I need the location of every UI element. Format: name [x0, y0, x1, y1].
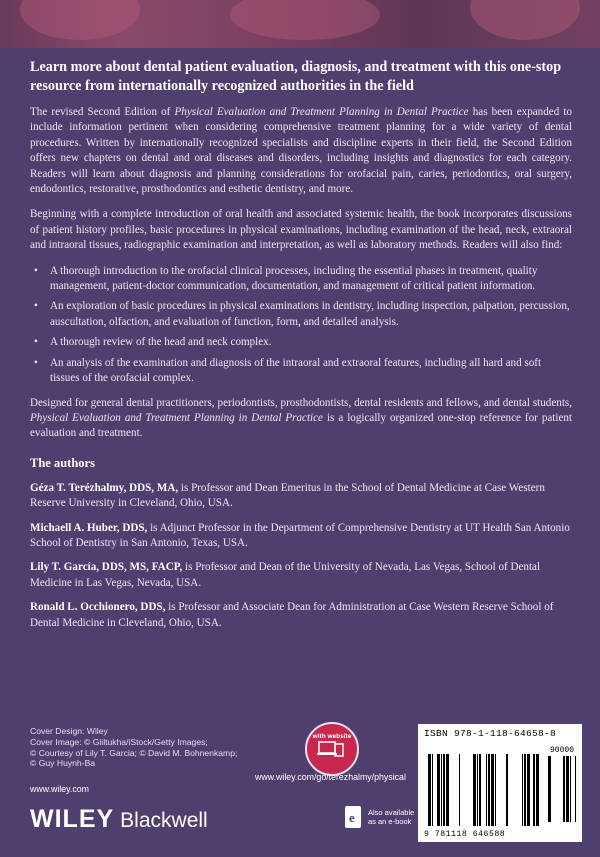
cover-image-band	[0, 0, 600, 48]
list-item: • A thorough introduction to the orofacial clinical processes, including the essential phases in treatment, quality management, patient-doctor communication, documentation, and management of critical patient information.	[34, 264, 538, 293]
author-entry: Michaell A. Huber, DDS, is Adjunct Professor in the Department of Comprehensive Dentistry at UT Health San Antonio School of Dentistry in San Antonio, Texas, USA.	[30, 521, 570, 549]
bullet-list	[30, 264, 572, 387]
authors-heading: The authors	[30, 455, 95, 470]
ebook-icon	[345, 806, 361, 828]
book-title: Physical Evaluation and Treatment Planning in Dental Practice	[174, 106, 469, 118]
isbn: ISBN 978-1-118-64658-8	[424, 728, 557, 739]
companion-website-url[interactable]: www.wiley.com/go/terezhalmy/physical	[255, 772, 406, 782]
barcode-bars	[428, 754, 540, 826]
paragraph-2: Beginning with a complete introduction of oral health and associated systemic health, the book incorporates discussions of patient history profiles, basic procedures in physical examinations, including examination of the head, neck, extraoral and intraoral tissues, radiographic examination and interpretation, as well as laboratory methods. Readers will also find:	[30, 208, 572, 252]
barcode-number: 9 781118 646588	[424, 830, 506, 839]
publisher-url[interactable]: www.wiley.com	[30, 784, 89, 794]
author-entry: Ronald L. Occhionero, DDS, is Professor and Associate Dean for Administration at Case Western Reserve School of Dental Medicine in Cleveland, Ohio, USA.	[30, 601, 554, 629]
devices-icon	[305, 722, 355, 772]
author-entry: Géza T. Terézhalmy, DDS, MA, is Professor and Dean Emeritus in the School of Dental Medicine at Case Western Reserve University in Cleveland, Ohio, USA.	[30, 481, 545, 510]
book-title: Physical Evaluation and Treatment Planning in Dental Practice	[30, 411, 323, 424]
svg-text:e: e	[349, 810, 355, 825]
back-cover-text	[30, 58, 572, 640]
paragraph-3: Designed for general dental practitioners, periodontists, prosthodontists, dental residents and fellows, and dental students, Physical Evaluation and Treatment Planning in Dental Practice is a logically organized one-stop reference for patient evaluation and treatment.	[30, 396, 573, 440]
cover-credits: Cover Design: Wiley Cover Image: © Giiltukha/iStock/Getty Images; © Courtesy of Lily T. Garcia; © David M. Bohnenkamp; © Guy Huynh-Ba	[30, 726, 238, 769]
paragraph-1: The revised Second Edition of Physical Evaluation and Treatment Planning in Dental Practice has been expanded to include information pertinent when considering comprehensive treatment planning for a wide variety of dental procedures. Written by internationally recognized specialists and discipline experts in their field, the Second Edition offers new chapters on dental and oral diseases and disorders, including insights and diagnostics for each category. Readers will learn about diagnosis and planning considerations for orofacial pain, caries, periodontics, oral surgery, endodontics, restorative, prosthodontics and esthetic dentistry, and more.	[30, 106, 572, 196]
price-barcode-bars	[548, 756, 576, 822]
list-item: • A thorough review of the head and neck complex.	[34, 336, 272, 349]
ebook-note: Also available as an e-book	[368, 808, 415, 826]
website-badge: with website	[305, 722, 359, 776]
list-item: • An exploration of basic procedures in physical examinations in dentistry, including inspection, palpation, percussion, auscultation, olfaction, and evaluation of function, form, and detailed analysis.	[34, 300, 570, 328]
list-item: • An analysis of the examination and diagnosis of the intraoral and extraoral features, including all hard and soft tissues of the orofacial complex.	[34, 356, 542, 385]
price-code: 90000	[549, 746, 574, 755]
barcode	[418, 724, 582, 842]
lead-heading: Learn more about dental patient evaluation, diagnosis, and treatment with this one-stop resource from internationally recognized authorities in the field	[30, 59, 562, 94]
author-entry: Lily T. García, DDS, MS, FACP, is Professor and Dean of the University of Nevada, Las Vegas, School of Dental Medicine in Las Vegas, Nevada, USA.	[30, 561, 541, 589]
publisher-logo: WILEY Blackwell	[30, 805, 208, 833]
